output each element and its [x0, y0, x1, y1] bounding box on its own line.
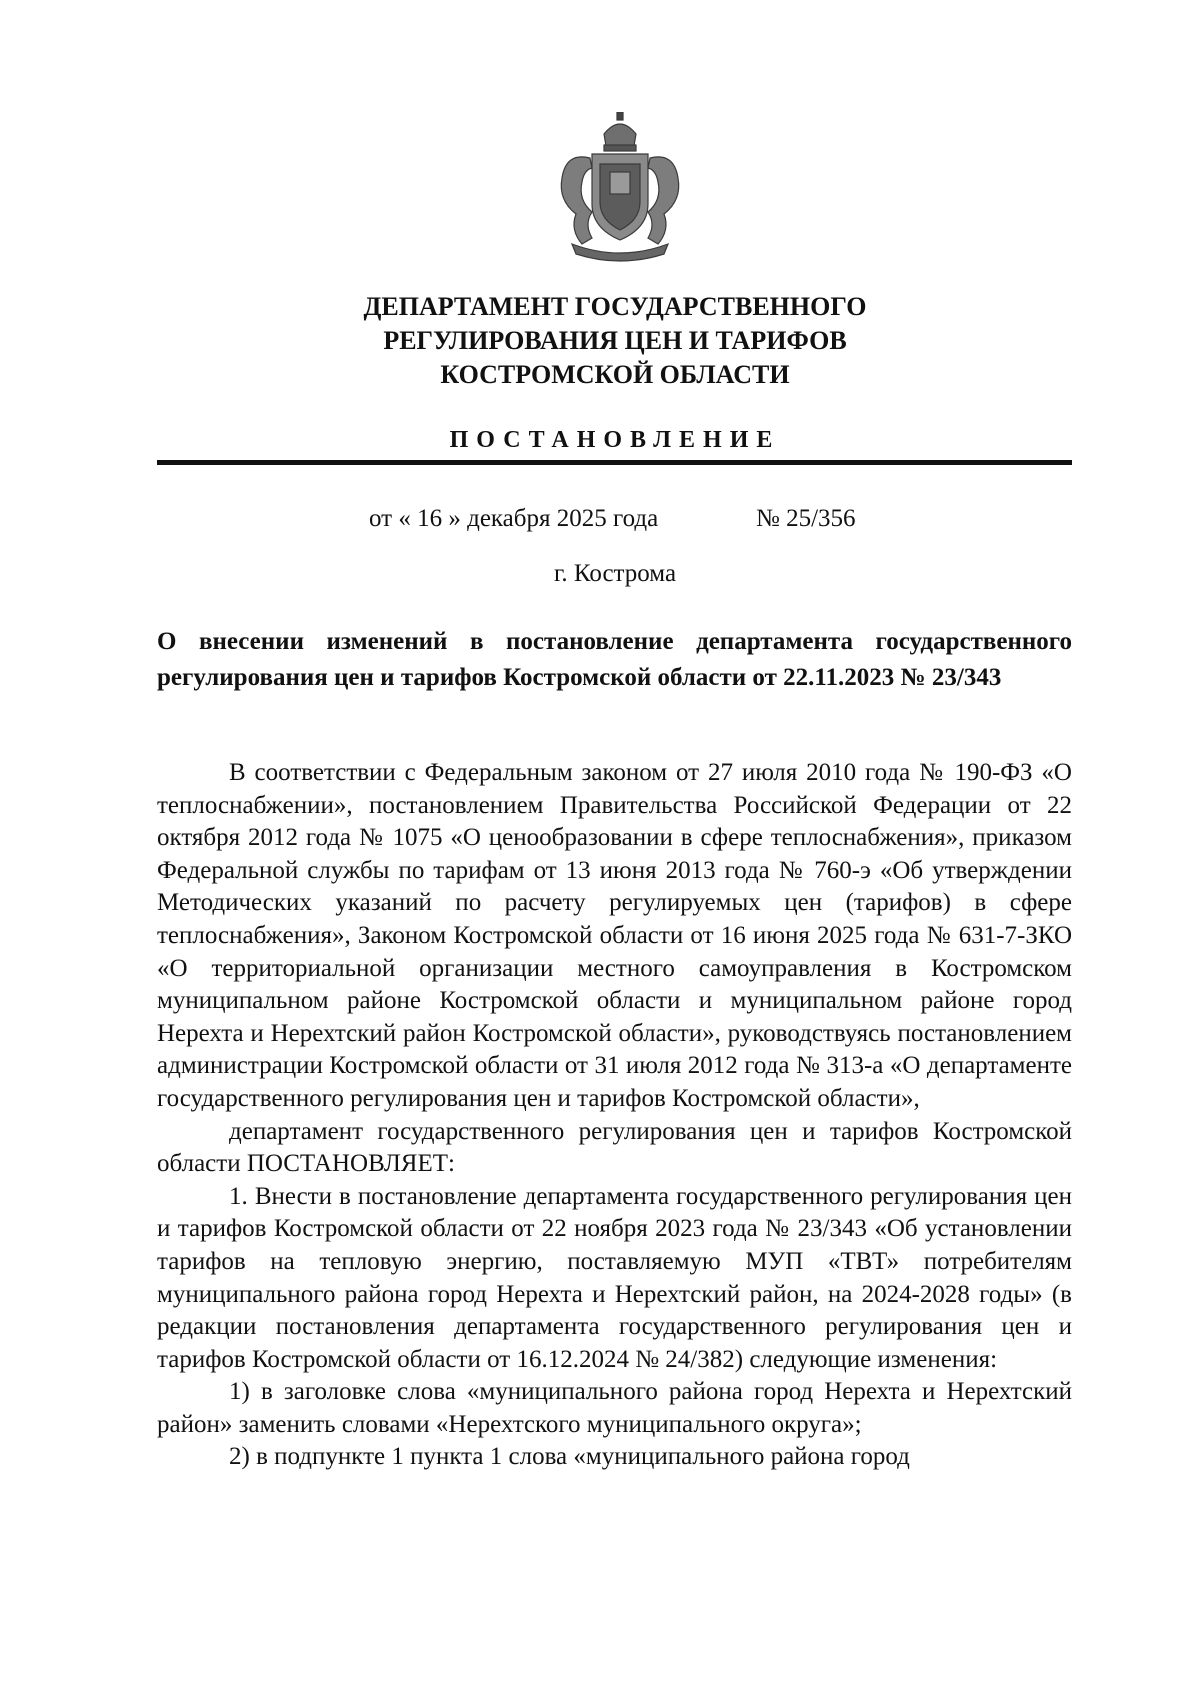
document-date: от « 16 » декабря 2025 года	[369, 505, 659, 532]
title-line-1: О внесении изменений в постановление департамента государственного	[157, 628, 1072, 655]
paragraph-subitem-2: 2) в подпункте 1 пункта 1 слова «муниципального района город	[229, 1443, 910, 1471]
org-name-line-2: РЕГУЛИРОВАНИЯ ЦЕН И ТАРИФОВ	[383, 326, 847, 355]
paragraph-subitem-1: 1) в заголовке слова «муниципального района город Нерехта и Нерехтский район» заменить словами «Нерехтского муниципального округа»;	[157, 1378, 1072, 1438]
document-body	[157, 757, 1072, 1474]
organization-name	[150, 290, 1080, 392]
document-number: № 25/356	[756, 505, 856, 532]
paragraph-preamble: В соответствии с Федеральным законом от 27 июля 2010 года № 190-ФЗ «О теплоснабжении», постановлением Правительства Российской Федерации от 22 октября 2012 года № 1075 «О ценообразовании в сфере теплоснабжения», приказом Федеральной службы по тарифам от 13 июня 2013 года № 760-э «Об утверждении Методических указаний по расчету регулируемых цен (тарифов) в сфере теплоснабжения», Законом Костромской области от 16 июня 2025 года № 631-7-ЗКО «О территориальной организации местного самоуправления в Костромском муниципальном районе Костромской области и муниципальном районе город Нерехта и Нерехтский район Костромской области», руководствуясь постановлением администрации Костромской области от 31 июля 2012 года № 313-а «О департаменте государственного регулирования цен и тарифов Костромской области»,	[157, 759, 1072, 1112]
org-name-line-3: КОСТРОМСКОЙ ОБЛАСТИ	[440, 360, 790, 389]
document-title	[157, 624, 1072, 696]
header-divider	[157, 460, 1072, 465]
org-name-line-1: ДЕПАРТАМЕНТ ГОСУДАРСТВЕННОГО	[363, 292, 867, 321]
coat-of-arms-emblem	[548, 112, 692, 262]
document-city: г. Кострома	[553, 560, 677, 587]
title-line-2: регулирования цен и тарифов Костромской области от 22.11.2023 № 23/343	[157, 664, 1002, 691]
document-type-heading: ПОСТАНОВЛЕНИЕ	[449, 427, 781, 453]
paragraph-resolves: департамент государственного регулирования цен и тарифов Костромской области ПОСТАНОВЛЯЕТ:	[157, 1117, 1072, 1178]
paragraph-item-1: 1. Внести в постановление департамента государственного регулирования цен и тарифов Костромской области от 22 ноября 2023 года № 23/343 «Об установлении тарифов на тепловую энергию, поставляемую МУП «ТВТ» потребителям муниципального района город Нерехта и Нерехтский район, на 2024-2028 годы» (в редакции постановления департамента государственного регулирования цен и тарифов Костромской области от 16.12.2024 № 24/382) следующие изменения:	[157, 1182, 1072, 1373]
